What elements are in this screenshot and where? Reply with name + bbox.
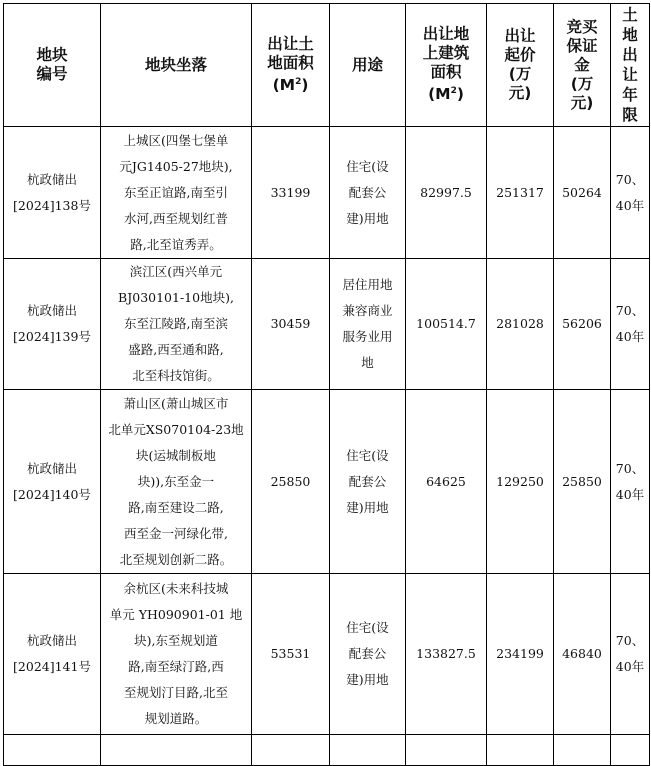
table-row-partial [4,735,650,766]
cell-land-area: 25850 [252,390,330,574]
cell-empty [487,735,554,766]
cell-term: 70、 40年 [611,574,650,735]
land-auction-table [3,3,650,766]
header-row [4,4,650,127]
cell-deposit: 25850 [554,390,611,574]
cell-land-area: 53531 [252,574,330,735]
cell-empty [406,735,487,766]
header-start-price: 出让 起价 (万 元) [487,4,554,127]
cell-location: 滨江区(西兴单元 BJ030101-10地块), 东至江陵路,南至滨 盛路,西至通和路, 北至科技馆街。 [101,259,252,390]
header-deposit: 竞买 保证 金 (万 元) [554,4,611,127]
table-row [4,390,650,574]
cell-floor-area: 133827.5 [406,574,487,735]
cell-empty [611,735,650,766]
header-floor-area: 出让地 上建筑 面积 $(M^2)$ [406,4,487,127]
cell-plot-no: 杭政储出 [2024]141号 [4,574,101,735]
cell-location: 余杭区(未来科技城 单元 YH090901-01 地 块),东至规划道 路,南至绿汀路,西 至规划汀目路,北至 规划道路。 [101,574,252,735]
cell-start-price: 281028 [487,259,554,390]
cell-location: 上城区(四堡七堡单 元JG1405-27地块), 东至正谊路,南至引 水河,西至规划红普 路,北至谊秀弄。 [101,127,252,259]
cell-start-price: 129250 [487,390,554,574]
cell-empty [101,735,252,766]
cell-floor-area: 64625 [406,390,487,574]
header-land-area: 出让土 地面积 $(M^2)$ [252,4,330,127]
cell-empty [554,735,611,766]
cell-deposit: 46840 [554,574,611,735]
table-row [4,127,650,259]
cell-floor-area: 82997.5 [406,127,487,259]
table-row [4,574,650,735]
cell-floor-area: 100514.7 [406,259,487,390]
header-use: 用途 [330,4,406,127]
header-term: 土 地 出 让 年 限 [611,4,650,127]
cell-deposit: 50264 [554,127,611,259]
cell-start-price: 251317 [487,127,554,259]
cell-plot-no: 杭政储出 [2024]138号 [4,127,101,259]
cell-term: 70、 40年 [611,127,650,259]
cell-empty [4,735,101,766]
cell-use: 住宅(设 配套公 建)用地 [330,390,406,574]
cell-use: 居住用地 兼容商业 服务业用 地 [330,259,406,390]
cell-land-area: 33199 [252,127,330,259]
cell-land-area: 30459 [252,259,330,390]
header-plot-no: 地块 编号 [4,4,101,127]
cell-empty [252,735,330,766]
cell-deposit: 56206 [554,259,611,390]
cell-empty [330,735,406,766]
header-location: 地块坐落 [101,4,252,127]
cell-plot-no: 杭政储出 [2024]140号 [4,390,101,574]
cell-use: 住宅(设 配套公 建)用地 [330,574,406,735]
cell-use: 住宅(设 配套公 建)用地 [330,127,406,259]
cell-start-price: 234199 [487,574,554,735]
cell-term: 70、 40年 [611,259,650,390]
cell-term: 70、 40年 [611,390,650,574]
table-row [4,259,650,390]
cell-plot-no: 杭政储出 [2024]139号 [4,259,101,390]
cell-location: 萧山区(萧山城区市 北单元XS070104-23地 块(运城制板地 块)),东至金一 路,南至建设二路, 西至金一河绿化带, 北至规划创新二路。 [101,390,252,574]
